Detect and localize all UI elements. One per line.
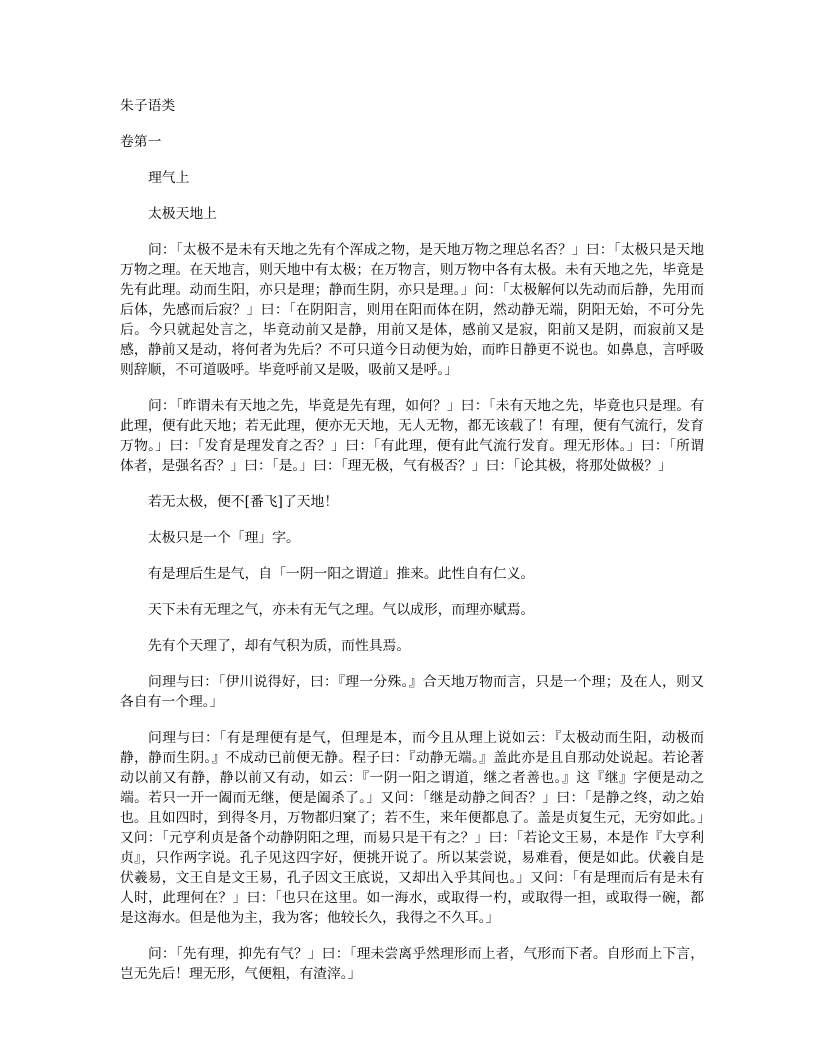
paragraph-5: 问：「先有理，抑先有气？」曰：「理未尝离乎然理形而上者，气形而下者。自形而上下言，岂无先后！理无形，气便粗，有渣滓。」: [120, 946, 704, 982]
paragraph-4: 问理与曰：「有是理便有是气，但理是本，而今且从理上说如云：『太极动而生阳，动极而静，静而生阴。』不成动已前便无静。程子曰：『动静无端。』盖此亦是且自那动处说起。若论著动以前又有静，静以前又有动，如云：『一阴一阳之谓道，继之者善也。』这『继』字便是动之端。若只一开一阖而无继，便是阖杀了。」又问：「继是动静之间否？」曰：「是静之终，动之始也。且如四时，到得冬月，万物都归窠了；若不生，来年便都息了。盖是贞复生元，无穷如此。」又问：「元亨利贞是备个动静阴阳之理，而易只是干有之？」曰：「若论文王易，本是作『大亨利贞』，只作两字说。孔子见这四字好，便挑开说了。所以某尝说，易难看，便是如此。伏羲自是伏羲易，文王自是文王易，孔子因文王底说，又却出入乎其间也。」又问：「有是理而后有是未有人时，此理何在？」曰：「也只在这里。如一海水，或取得一杓，或取得一担，或取得一碗，都是这海水。但是他为主，我为客；他较长久，我得之不久耳。」: [120, 730, 704, 926]
short-line-1: 若无太极，便不[番飞]了天地！: [148, 494, 339, 510]
subsection-heading: 太极天地上: [148, 206, 217, 222]
short-line-3: 有是理后生是气，自「一阴一阳之谓道」推来。此性自有仁义。: [148, 566, 535, 582]
document-title: 朱子语类: [120, 98, 176, 114]
volume-label: 卷第一: [120, 134, 162, 150]
document-page: [120, 96, 704, 1000]
short-line-5: 先有个天理了，却有气积为质，而性具焉。: [148, 638, 411, 654]
short-line-4: 天下未有无理之气，亦未有无气之理。气以成形，而理亦赋焉。: [148, 602, 535, 618]
paragraph-2: 问：「昨谓未有天地之先，毕竟是先有理，如何？」曰：「未有天地之先，毕竟也只是理。有此理，便有此天地；若无此理，便亦无天地，无人无物，都无该载了！有理，便有气流行，发育万物。」曰：「发育是理发育之否？」曰：「有此理，便有此气流行发育。理无形体。」曰：「所谓体者，是强名否？」曰：「是。」曰：「理无极，气有极否？」曰：「论其极，将那处做极？」: [120, 398, 704, 474]
paragraph-1: 问：「太极不是未有天地之先有个浑成之物，是天地万物之理总名否？」曰：「太极只是天地万物之理。在天地言，则天地中有太极；在万物言，则万物中各有太极。未有天地之先，毕竟是先有此理。动而生阳，亦只是理；静而生阴，亦只是理。」问：「太极解何以先动而后静，先用而后体，先感而后寂？」曰：「在阴阳言，则用在阳而体在阴，然动静无端，阴阳无始，不可分先后。今只就起处言之，毕竟动前又是静，用前又是体，感前又是寂，阳前又是阴，而寂前又是感，静前又是动，将何者为先后？不可只道今日动便为始，而昨日静更不说也。如鼻息，言呼吸则辞顺，不可道吸呼。毕竟呼前又是吸，吸前又是呼。」: [120, 242, 704, 378]
section-heading: 理气上: [148, 170, 190, 186]
short-line-2: 太极只是一个「理」字。: [148, 530, 300, 546]
paragraph-3: 问理与曰：「伊川说得好，曰：『理一分殊。』合天地万物而言，只是一个理；及在人，则又各自有一个理。」: [120, 674, 704, 710]
